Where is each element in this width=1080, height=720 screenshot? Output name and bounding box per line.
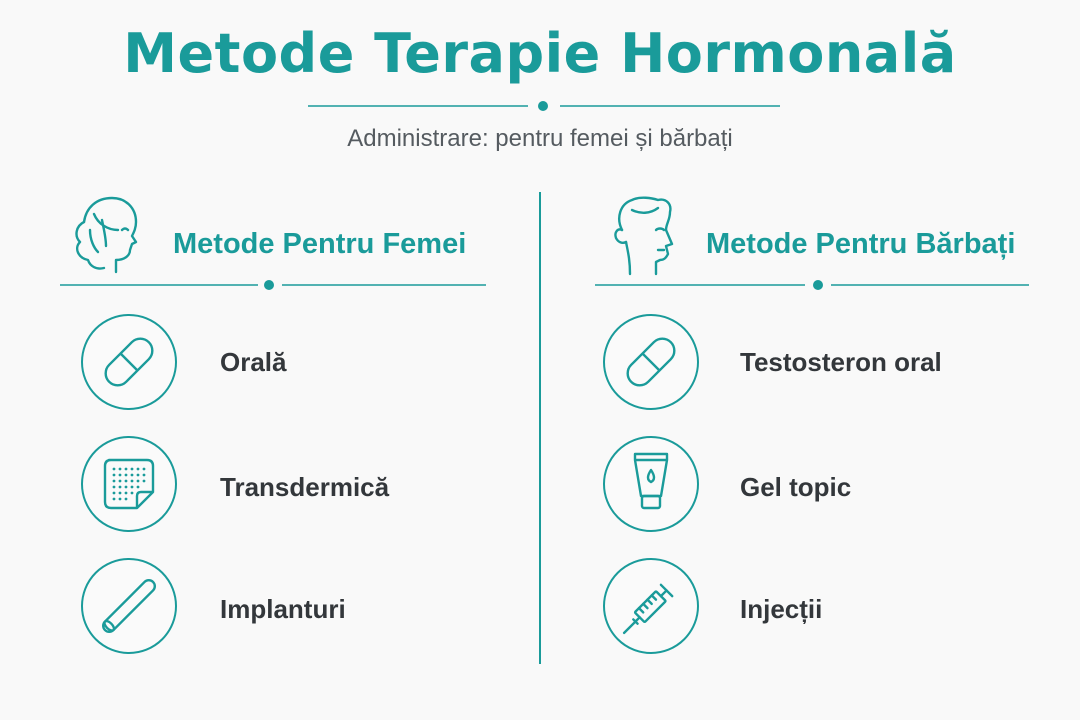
- pill-icon: [83, 316, 175, 408]
- pill-icon: [605, 316, 697, 408]
- men-item-oral-icon-circle: [603, 314, 699, 410]
- page-title: Metode Terapie Hormonală: [123, 22, 957, 85]
- men-item-injection-icon-circle: [603, 558, 699, 654]
- men-item-injection-label: Injecții: [740, 594, 823, 624]
- men-item-gel-label: Gel topic: [740, 472, 852, 502]
- women-item-transdermal-label: Transdermică: [220, 472, 390, 502]
- page-subtitle: Administrare: pentru femei și bărbați: [347, 125, 733, 152]
- man-head-icon: [600, 190, 684, 280]
- women-item-oral-icon-circle: [81, 314, 177, 410]
- men-column-title: Metode Pentru Bărbați: [706, 228, 1016, 260]
- women-item-implant-label: Implanturi: [220, 594, 346, 624]
- men-divider: [593, 277, 1031, 293]
- women-item-transdermal-icon-circle: [81, 436, 177, 532]
- implant-icon: [83, 560, 175, 652]
- men-item-gel-icon-circle: [603, 436, 699, 532]
- syringe-icon: [605, 560, 697, 652]
- patch-icon: [83, 438, 175, 530]
- women-divider: [58, 277, 488, 293]
- column-separator: [539, 192, 541, 664]
- gel-tube-icon: [605, 438, 697, 530]
- woman-head-icon: [66, 190, 150, 280]
- title-divider: [300, 98, 780, 114]
- women-item-implant-icon-circle: [81, 558, 177, 654]
- women-item-oral-label: Orală: [220, 347, 287, 377]
- men-item-oral-label: Testosteron oral: [740, 347, 942, 377]
- women-column-title: Metode Pentru Femei: [173, 228, 467, 260]
